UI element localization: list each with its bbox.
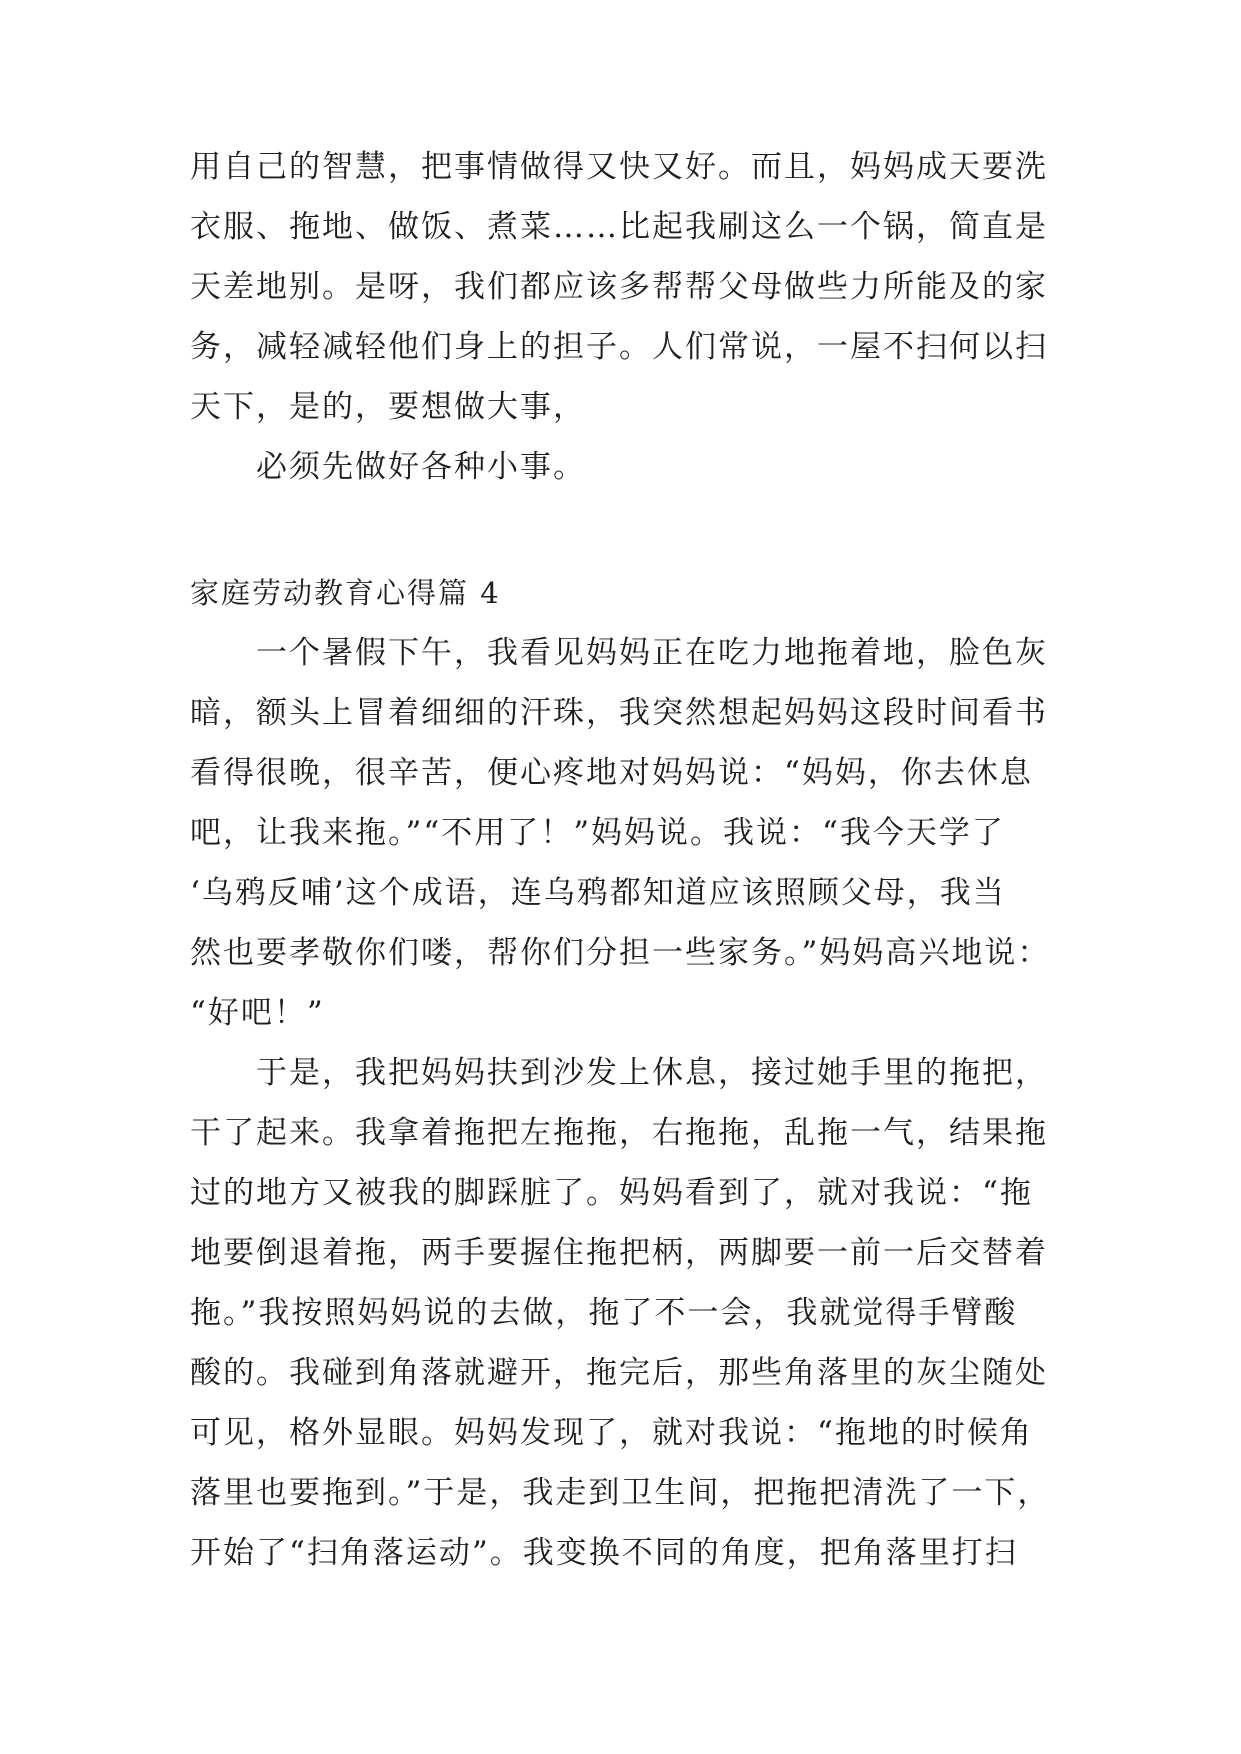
text-line: 暗，额头上冒着细细的汗珠，我突然想起妈妈这段时间看书 [190, 695, 1048, 731]
text-line: ‘乌鸦反哺’这个成语，连乌鸦都知道应该照顾父母，我当 [190, 875, 1006, 911]
top-text-block [190, 137, 1090, 497]
text-line: 衣服、拖地、做饭、煮菜……比起我刷这么一个锅，简直是 [190, 209, 1048, 245]
text-line: 必须先做好各种小事。 [256, 449, 586, 485]
text-line: 落里也要拖到。”于是，我走到卫生间，把拖把清洗了一下， [190, 1475, 1051, 1511]
text-line: 天差地别。是呀，我们都应该多帮帮父母做些力所能及的家 [190, 269, 1048, 305]
text-line: 地要倒退着拖，两手要握住拖把柄，两脚要一前一后交替着 [190, 1235, 1048, 1271]
text-line: 天下，是的，要想做大事， [190, 389, 586, 425]
text-line: 酸的。我碰到角落就避开，拖完后，那些角落里的灰尘随处 [190, 1355, 1048, 1391]
text-line: 用自己的智慧，把事情做得又快又好。而且，妈妈成天要洗 [190, 149, 1048, 185]
section-text-block [190, 623, 1090, 1583]
text-line: “好吧！” [190, 995, 325, 1031]
text-line: 一个暑假下午，我看见妈妈正在吃力地拖着地，脸色灰 [256, 635, 1048, 671]
text-line: 过的地方又被我的脚踩脏了。妈妈看到了，就对我说：“拖 [190, 1175, 1033, 1211]
text-line: 可见，格外显眼。妈妈发现了，就对我说：“拖地的时候角 [190, 1415, 1033, 1451]
text-line: 于是，我把妈妈扶到沙发上休息，接过她手里的拖把， [256, 1055, 1048, 1091]
text-line: 吧，让我来拖。”“不用了！”妈妈说。我说：“我今天学了 [190, 815, 1005, 851]
text-line: 干了起来。我拿着拖把左拖拖，右拖拖，乱拖一气，结果拖 [190, 1115, 1048, 1151]
text-line: 拖。”我按照妈妈说的去做，拖了不一会，我就觉得手臂酸 [190, 1295, 1018, 1331]
section-title: 家庭劳动教育心得篇 4 [190, 576, 501, 610]
text-line: 看得很晚，很辛苦，便心疼地对妈妈说：“妈妈，你去休息 [190, 755, 1033, 791]
text-line: 然也要孝敬你们喽，帮你们分担一些家务。”妈妈高兴地说： [190, 935, 1051, 971]
text-line: 开始了“扫角落运动”。我变换不同的角度，把角落里打扫 [190, 1535, 1018, 1571]
text-line: 务，减轻减轻他们身上的担子。人们常说，一屋不扫何以扫 [190, 329, 1048, 365]
